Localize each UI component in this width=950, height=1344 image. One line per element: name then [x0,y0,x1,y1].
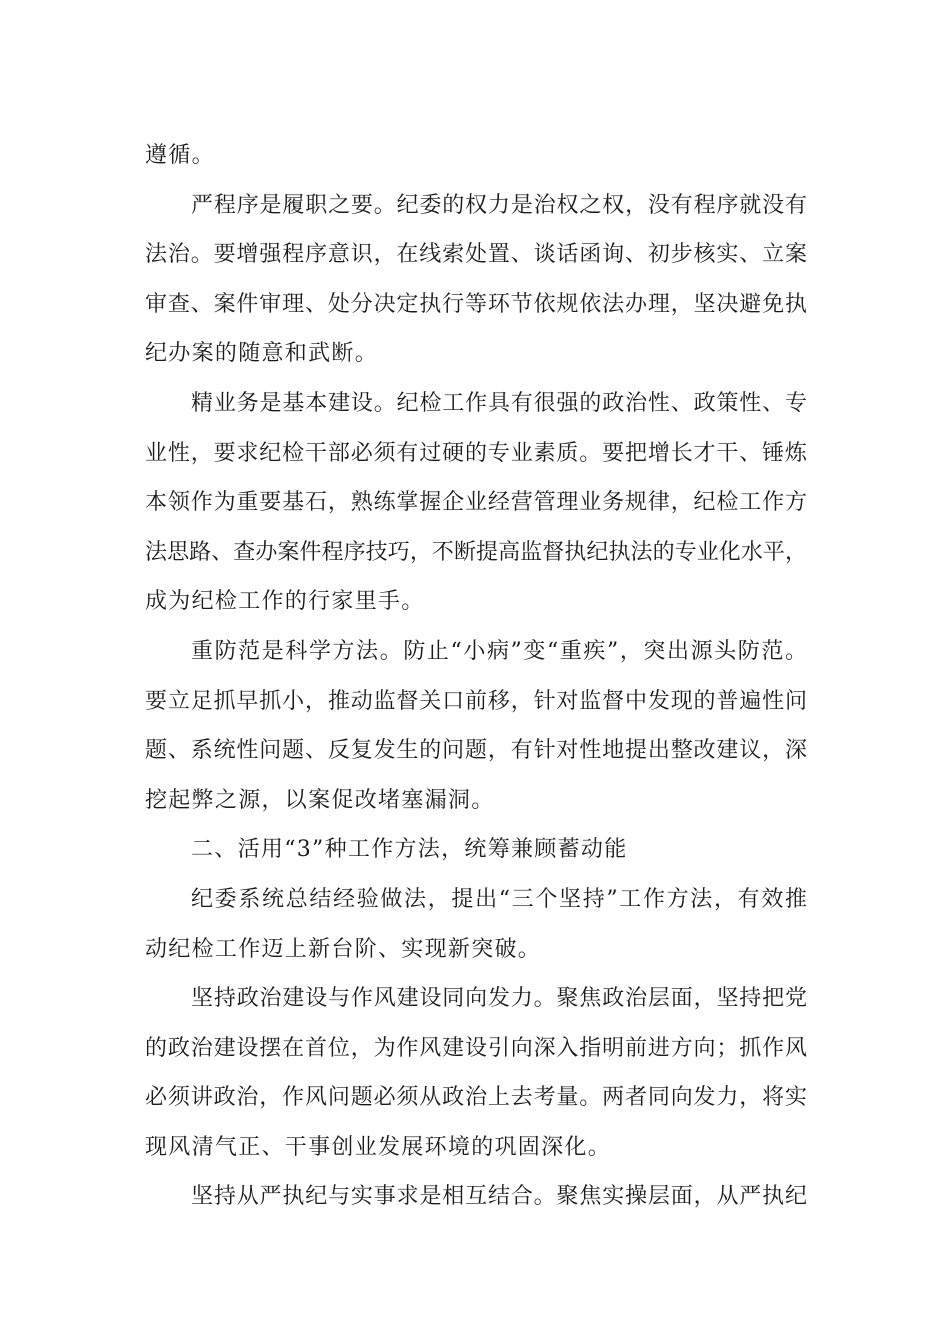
text-line: 题、系统性问题、反复发生的问题，有针对性地提出整改建议，深 [145,738,807,764]
text-line: 业性，要求纪检干部必须有过硬的专业素质。要把增长才干、锤炼 [145,440,807,466]
text-line: 本领作为重要基石，熟练掌握企业经营管理业务规律，纪检工作方 [145,490,807,516]
text-line: 必须讲政治，作风问题必须从政治上去考量。两者同向发力，将实 [145,1085,807,1111]
text-line: 纪办案的随意和武断。 [145,341,379,367]
paragraph-start-line: 精业务是基本建设。纪检工作具有很强的政治性、政策性、专 [191,390,807,416]
text-line: 的政治建设摆在首位，为作风建设引向深入指明前进方向；抓作风 [145,1035,807,1061]
paragraph-start-line: 纪委系统总结经验做法，提出“三个坚持”工作方法，有效推 [191,886,807,912]
text-line: 挖起弊之源，以案促改堵塞漏洞。 [145,787,495,813]
text-line: 法思路、查办案件程序技巧，不断提高监督执纪执法的专业化水平， [145,539,807,565]
text-line: 动纪检工作迈上新台阶、实现新突破。 [145,936,542,962]
paragraph-start-line: 重防范是科学方法。防止“小病”变“重疾”，突出源头防范。 [191,638,807,664]
section-heading: 二、活用“3”种工作方法，统筹兼顾蓄动能 [191,837,628,863]
paragraph-start-line: 坚持政治建设与作风建设同向发力。聚焦政治层面，坚持把党 [191,986,807,1012]
text-line: 成为纪检工作的行家里手。 [145,589,425,615]
text-line: 遵循。 [145,143,215,168]
text-line: 现风清气正、干事创业发展环境的巩固深化。 [145,1134,612,1160]
document-body [145,131,807,1222]
text-line: 法治。要增强程序意识，在线索处置、谈话函询、初步核实、立案 [145,242,807,268]
text-line: 要立足抓早抓小，推动监督关口前移，针对监督中发现的普遍性问 [145,688,807,714]
paragraph-start-line: 严程序是履职之要。纪委的权力是治权之权，没有程序就没有 [191,192,807,218]
text-line: 审查、案件审理、处分决定执行等环节依规依法办理，坚决避免执 [145,291,807,317]
paragraph-start-line: 坚持从严执纪与实事求是相互结合。聚焦实操层面，从严执纪 [191,1184,807,1210]
